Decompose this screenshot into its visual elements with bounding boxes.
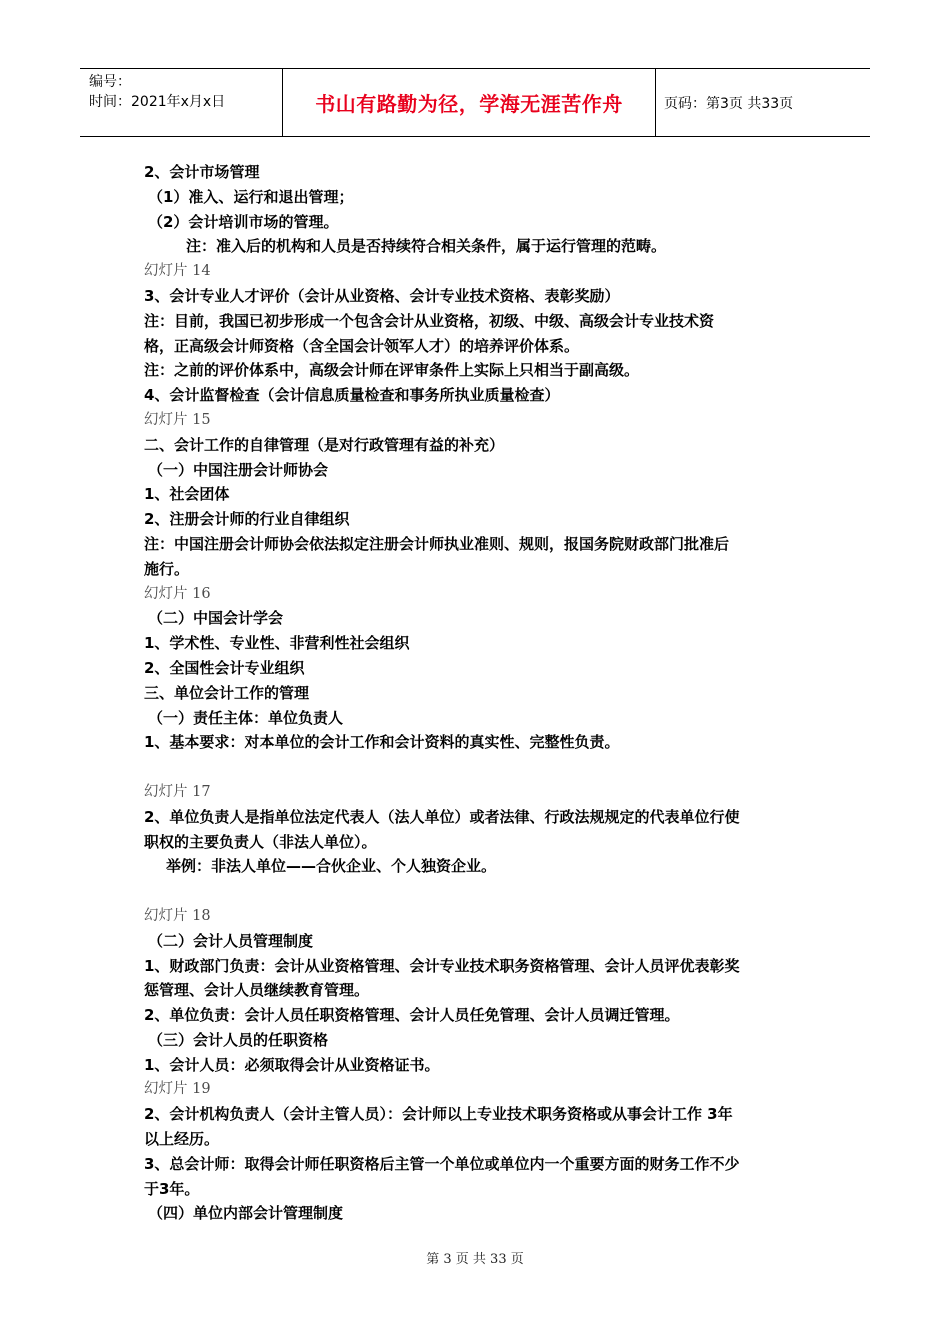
blank-line [144, 755, 814, 780]
text-line: 于3年。 [144, 1179, 200, 1198]
slide-marker: 幻灯片 16 [144, 585, 211, 602]
text-line: 2、会计市场管理 [144, 163, 260, 181]
text-line: 惩管理、会计人员继续教育管理。 [144, 981, 370, 1000]
text-line: 3、会计专业人才评价（会计从业资格、会计专业技术资格、表彰奖励） [144, 286, 620, 305]
text-line: （1）准入、运行和退出管理； [148, 187, 354, 206]
text-line: 注：之前的评价体系中，高级会计师在评审条件上实际上只相当于副高级。 [144, 361, 640, 380]
text-line: 1、学术性、专业性、非营利性社会组织 [144, 634, 410, 653]
text-line: （三）会计人员的任职资格 [148, 1030, 329, 1049]
header-page-label: 页码：第3页 共33页 [664, 95, 794, 112]
page-header [80, 68, 870, 137]
slide-marker: 幻灯片 18 [144, 907, 211, 924]
text-line: 职权的主要负责人（非法人单位）。 [144, 832, 377, 851]
text-line: （2）会计培训市场的管理。 [148, 212, 339, 231]
blank-line [144, 879, 814, 904]
text-line: （二）会计人员管理制度 [148, 931, 314, 950]
text-line: 施行。 [144, 559, 190, 578]
text-line: 2、单位负责人是指单位法定代表人（法人单位）或者法律、行政法规规定的代表单位行使 [144, 807, 740, 826]
code-label: 编号： [89, 74, 131, 90]
text-line: 2、会计机构负责人（会计主管人员）：会计师以上专业技术职务资格或从事会计工作 3年 [144, 1105, 733, 1124]
text-line: 1、基本要求：对本单位的会计工作和会计资料的真实性、完整性负责。 [144, 733, 620, 752]
text-line: 2、单位负责：会计人员任职资格管理、会计人员任免管理、会计人员调迁管理。 [144, 1006, 680, 1025]
text-line: 2、全国性会计专业组织 [144, 658, 305, 677]
header-meta [80, 69, 282, 136]
text-line: 二、会计工作的自律管理（是对行政管理有益的补充） [144, 435, 505, 454]
text-line: （四）单位内部会计管理制度 [148, 1204, 344, 1223]
date-label: 时间：2021年x月x日 [89, 94, 226, 110]
text-line: 注：准入后的机构和人员是否持续符合相关条件，属于运行管理的范畴。 [186, 237, 667, 256]
text-line: 2、注册会计师的行业自律组织 [144, 510, 350, 529]
text-line: 格，正高级会计师资格（含全国会计领军人才）的培养评价体系。 [144, 336, 580, 355]
text-line: 三、单位会计工作的管理 [144, 683, 310, 702]
text-line: 1、社会团体 [144, 485, 230, 504]
header-motto: 书山有路勤为径，学海无涯苦作舟 [282, 69, 656, 136]
text-line: 3、总会计师：取得会计师任职资格后主管一个单位或单位内一个重要方面的财务工作不少 [144, 1154, 740, 1173]
text-line: 注：目前，我国已初步形成一个包含会计从业资格，初级、中级、高级会计专业技术资 [144, 311, 715, 330]
text-line: 4、会计监督检查（会计信息质量检查和事务所执业质量检查） [144, 386, 560, 405]
text-line: （二）中国会计学会 [148, 609, 284, 628]
slide-marker: 幻灯片 15 [144, 411, 211, 428]
page-footer: 第 3 页 共 33 页 [426, 1252, 524, 1267]
text-line: 举例：非法人单位——合伙企业、个人独资企业。 [166, 857, 497, 876]
text-line: 1、财政部门负责：会计从业资格管理、会计专业技术职务资格管理、会计人员评优表彰奖 [144, 956, 740, 975]
text-line: 注：中国注册会计师协会依法拟定注册会计师执业准则、规则，报国务院财政部门批准后 [144, 534, 730, 553]
text-line: （一）责任主体：单位负责人 [148, 708, 344, 727]
text-line: 以上经历。 [144, 1130, 220, 1149]
text-line: （一）中国注册会计师协会 [148, 460, 329, 479]
slide-marker: 幻灯片 19 [144, 1081, 211, 1098]
document-body [144, 160, 814, 1226]
slide-marker: 幻灯片 17 [144, 783, 211, 800]
slide-marker: 幻灯片 14 [144, 263, 211, 280]
text-line: 1、会计人员：必须取得会计从业资格证书。 [144, 1055, 440, 1074]
